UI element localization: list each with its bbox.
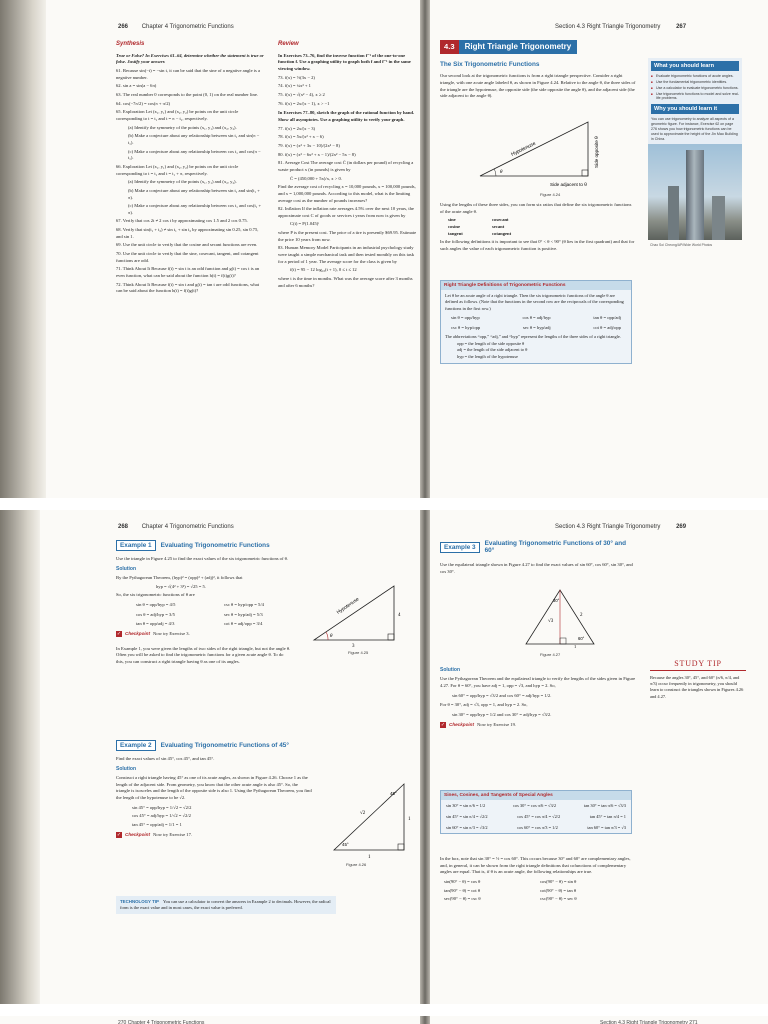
checkmark-icon: ✓ [116, 831, 122, 838]
abbreviation-note: The abbreviations “opp,” “adj,” and “hyp” represent the lengths of the three sides of a right triangle. [445, 334, 621, 340]
exercise-69: 69. Use the unit circle to verify that the cosine and secant functions are even. [116, 242, 258, 248]
page-266 [0, 0, 420, 498]
learn-item: ■ Evaluate trigonometric functions of acute angles. [651, 74, 739, 78]
checkpoint-label: Checkpoint [125, 630, 151, 636]
sine-name: sine [448, 217, 456, 223]
cos-60-entry: cos 60° = cos π/3 = 1/2 [517, 825, 558, 830]
page-number: 266 [118, 24, 129, 30]
sin-cos-30-line: sin 30° = opp/hyp = 1/2 and cos 30° = adj/hyp = √3/2. [452, 711, 552, 717]
study-tip [650, 658, 746, 700]
cofunction-identity: tan(90° − θ) = cot θ [444, 887, 481, 893]
exercise-73: 73. f(x) = ½(3x − 2) [278, 74, 315, 80]
sin-cos-60-line: sin 60° = opp/hyp = √3/2 and cos 60° = adj/hyp = 1/2. [452, 692, 552, 698]
special-angles-row-30 [441, 800, 631, 811]
review-prompt-73-76: In Exercises 73–76, find the inverse function f⁻¹ of the one-to-one function f. Use a graphing utility to graph both f and f⁻¹ in the same viewing window. [278, 52, 411, 71]
six-functions-heading: The Six Trigonometric Functions [440, 61, 540, 68]
sec-value: sec θ = hyp/adj = 5/3 [224, 611, 263, 617]
exercise-80: 80. f(x) = (x³ − 6x² + x − 1)/(2x² − 5x − 8) [278, 151, 356, 157]
photo-credit: Chao Soi Cheong/AP/Wide World Photos [650, 243, 713, 247]
checkpoint-text: Now try Exercise 17. [153, 831, 193, 837]
cotangent-name: cotangent [492, 230, 512, 236]
six-functions-column [440, 60, 636, 102]
angle-30: 30° [553, 598, 560, 603]
solution-heading: Solution [116, 565, 136, 572]
angle-45-top: 45° [390, 791, 397, 796]
section-title: Section 4.3 Right Triangle Trigonometry [555, 24, 661, 30]
sin-30-entry: sin 30° = sin π/6 = 1/2 [446, 803, 486, 808]
running-header-269 [555, 524, 698, 530]
cofunction-identity: cos(90° − θ) = sin θ [540, 878, 577, 884]
cos-value: cos θ = adj/hyp = 3/5 [136, 611, 175, 617]
exercise-62: 62. sin a = sin(a − 6π) [116, 83, 157, 89]
exercise-82-text: where P is the present cost. The price of a tire is presently $69.95. Estimate the price 10 years from now. [278, 230, 417, 242]
learn-item: ■ Use a calculator to evaluate trigonometric functions. [651, 86, 739, 90]
section-number: 4.3 [440, 40, 459, 54]
cofunction-identities [440, 879, 636, 903]
figure-4-25-caption: Figure 4.25 [348, 650, 369, 655]
checkpoint-2 [116, 832, 312, 839]
learn-sidebar [648, 58, 742, 145]
theta-label: θ [330, 634, 333, 639]
exercise-66: 66. Exploration Let (x₁, y₁) and (x₂, y₂) be points on the unit circle corresponding to t = t₁ and t = t₁ + π, respectively. [116, 163, 239, 176]
special-angles-heading: Sines, Cosines, and Tangents of Special Angles [441, 791, 631, 800]
angle-45-bottom: 45° [342, 842, 349, 847]
example-2-title: Evaluating Trigonometric Functions of 45° [160, 742, 289, 749]
figure-4-24 [470, 118, 620, 194]
tan-definition: tan θ = opp/adj [593, 315, 621, 321]
checkmark-icon: ✓ [440, 721, 446, 728]
review-column [278, 40, 418, 291]
example-2-solution: Construct a right triangle having 45° as one of its acute angles, as shown in Figure 4.26. Choose 1 as the length of the adjacent side. From geometry, you know that the other acute angle is also 45°. So, the triangle is isosceles and the length of the opposite side is also 1. Using the Pythagorean Theorem, you find the length of the hypotenuse to be √2. [116, 774, 312, 800]
angle-60: 60° [578, 636, 585, 641]
exercise-71: 71. Think About It Because f(t) = sin t is an odd function and g(t) = cos t is an even function, what can be said about the function h(t) = f(t)g(t)? [116, 266, 260, 279]
example-2-bar [116, 740, 289, 751]
section-title: Section 4.3 Right Triangle Trigonometry [555, 524, 661, 530]
building-shape [712, 196, 725, 240]
example-3-text: Use the equilateral triangle shown in Figure 4.27 to find the exact values of sin 60°, cos 60°, sin 30°, and cos 30°. [440, 562, 633, 574]
synthesis-column [116, 40, 264, 297]
example-3-intro [440, 562, 636, 577]
exercise-67: 67. Verify that cos 2t ≠ 2 cos t by approximating cos 1.5 and 2 cos 0.75. [116, 218, 248, 224]
example-1-text: Use the triangle in Figure 4.25 to find the exact values of the six trigonometric functions of θ. [116, 556, 289, 561]
exercise-64: 64. cos(−7π/2) = cos(π + π/2) [116, 100, 171, 106]
checkpoint-label: Checkpoint [125, 831, 151, 837]
exercise-63: 63. The real number 0 corresponds to the point (0, 1) on the real number line. [116, 91, 259, 97]
example-1-tag: Example 1 [116, 540, 156, 551]
example-3-tag: Example 3 [440, 542, 480, 553]
spread-270-271 [0, 1016, 768, 1024]
true-false-prompt: True or False? In Exercises 61–64, determine whether the statement is true or false. Justify your answer. [116, 52, 264, 65]
running-header-266 [118, 24, 234, 30]
cot-definition: cot θ = adj/opp [593, 324, 621, 330]
page-number: 269 [676, 524, 687, 530]
definitions-body [441, 290, 631, 363]
exercise-65b: (b) Make a conjecture about any relationship between sin t₁ and sin(π − t₁). [128, 133, 260, 145]
running-header-270: 270 Chapter 4 Trigonometric Functions [118, 1020, 205, 1024]
definitions-row-1 [445, 315, 627, 322]
cot-value: cot θ = adj/opp = 3/4 [224, 621, 263, 627]
definitions-row-2 [445, 325, 627, 332]
exercise-70: 70. Use the unit circle to verify that the sine, cosecant, tangent, and cotangent functions are odd. [116, 251, 259, 263]
study-tip-heading: STUDY TIP [650, 658, 746, 671]
cofunction-identity: sec(90° − θ) = csc θ [444, 896, 481, 902]
synthesis-heading: Synthesis [116, 41, 145, 47]
definitions-heading: Right Triangle Definitions of Trigonometric Functions [441, 281, 631, 290]
section-banner [440, 40, 628, 54]
example-3-solution-line: Use the Pythagorean Theorem and the equilateral triangle to verify the lengths of the sides given in Figure 4.27. For θ = 60°, you have adj = 1, opp = √3, and hyp = 2. So, [440, 676, 636, 688]
checkpoint-1 [116, 631, 292, 638]
sin-60-entry: sin 60° = sin π/3 = √3/2 [446, 825, 488, 830]
skyscraper-photo [648, 144, 742, 240]
example-1-hyp-value: hyp = √(4² + 3²) = √25 = 5. [156, 583, 206, 589]
example-3-title: Evaluating Trigonometric Functions of 30° and 60° [484, 540, 627, 555]
example-1-bar [116, 540, 270, 551]
sec-definition: sec θ = hyp/adj [522, 324, 551, 330]
example-1-solution-line: So, the six trigonometric functions of θ are [116, 592, 195, 598]
sin-definition: sin θ = opp/hyp [451, 315, 480, 321]
cos-30-entry: cos 30° = cos π/6 = √3/2 [513, 803, 557, 808]
side-root3: √3 [548, 619, 554, 624]
example-1-solution-line: By the Pythagorean Theorem, (hyp)² = (opp)² + (adj)², it follows that [116, 574, 243, 580]
example-3-solution-line: For θ = 30°, adj = √3, opp = 1, and hyp = 2. So, [440, 702, 528, 708]
ratio-intro: Using the lengths of these three sides, you can form six ratios that define the six trigonometric functions of the acute angle θ. [440, 202, 632, 214]
jin-mao-tower-shape [686, 150, 704, 240]
example-2-tag: Example 2 [116, 740, 156, 751]
ratio-name-grid [440, 217, 636, 237]
solution-heading: Solution [440, 667, 460, 673]
exercise-77: 77. f(x) = 2x/(x − 3) [278, 125, 316, 131]
exercise-66b: (b) Make a conjecture about any relationship between sin t₁ and sin(t₁ + π). [128, 187, 260, 200]
exercise-79: 79. f(x) = (x² + 3x − 10)/(2x² − 8) [278, 142, 340, 148]
running-header-267 [555, 24, 698, 30]
running-header-271: Section 4.3 Right Triangle Trigonometry 271 [600, 1020, 698, 1024]
exercise-83-text: where t is the time in months. What was the average score after 3 months and after 6 months? [278, 276, 413, 288]
figure-4-27 [520, 586, 600, 648]
example-3-solution [440, 664, 636, 731]
csc-value: csc θ = hyp/opp = 5/4 [224, 601, 264, 607]
cos-definition: cos θ = adj/hyp [522, 315, 551, 321]
checkmark-icon: ✓ [116, 631, 122, 638]
sin-value: sin θ = opp/hyp = 4/5 [136, 601, 176, 607]
hyp-meaning: hyp = the length of the hypotenuse [457, 353, 519, 359]
cos-45-value: cos 45° = adj/hyp = 1/√2 = √2/2 [132, 813, 191, 819]
tan-value: tan θ = opp/adj = 4/3 [136, 621, 175, 627]
adj-meaning: adj = the length of the side adjacent to θ [457, 347, 528, 353]
exercise-83-formula: f(t) = 95 − 12 log₁₀(t + 1), 0 ≤ t ≤ 12 [290, 267, 357, 273]
cofunction-identity: csc(90° − θ) = sec θ [540, 896, 577, 902]
spread-divider [0, 498, 768, 510]
special-angles-row-60 [441, 822, 631, 833]
cosine-name: cosine [448, 223, 460, 229]
exercise-82-formula: C(t) = P(1.045)ᵗ [290, 221, 320, 227]
sin-45-entry: sin 45° = sin π/4 = √2/2 [446, 814, 488, 819]
page-271 [430, 1016, 768, 1024]
example-1-title: Evaluating Trigonometric Functions [160, 542, 270, 549]
tan-45-entry: tan 45° = tan π/4 = 1 [589, 814, 626, 819]
learn-item: ■ Use trigonometric functions to model and solve real-life problems. [651, 92, 739, 100]
exercise-81-formula: C̄ = (450,000 + 5x)/x, x > 0. [290, 175, 342, 181]
opp-meaning: opp = the length of the side opposite θ [457, 340, 525, 346]
figure-4-24-caption: Figure 4.24 [540, 192, 561, 197]
example-2-text: Find the exact values of sin 45°, cos 45°, and tan 45°. [116, 756, 215, 761]
checkpoint-label: Checkpoint [449, 721, 475, 727]
figure-4-27-caption: Figure 4.27 [540, 652, 561, 657]
page-number: 267 [676, 24, 687, 30]
side-length-2: 2 [580, 613, 583, 618]
exercise-75: 75. f(x) = √(x² − 4), x ≥ 2 [278, 91, 325, 97]
learn-heading: What you should learn [651, 61, 739, 71]
exercise-66a: (a) Identify the symmetry of the points (x₁, y₁) and (x₂, y₂). [128, 179, 237, 185]
why-heading: Why you should learn it [651, 104, 739, 114]
ratio-column [440, 202, 636, 255]
definitions-text: Let θ be an acute angle of a right triangle. Then the six trigonometric functions of the angle θ are defined as follows. (Note that the functions in the second row are the reciprocals of the corresponding functions in the first row.) [445, 293, 624, 311]
cofunction-section [440, 856, 636, 903]
exercise-68: 68. Verify that sin(t₁ + t₂) ≠ sin t₁ + sin t₂ by approximating sin 0.25, sin 0.75, and sin 1. [116, 227, 259, 239]
study-tip-text: Because the angles 30°, 45°, and 60° (π/6, π/4, and π/3) occur frequently in trigonometry, you should learn to construct the triangles shown in Figures 4.26 and 4.27. [650, 674, 744, 699]
page-edge-shadow [0, 510, 40, 1004]
side-length-4: 4 [398, 613, 401, 618]
figure-4-26 [326, 780, 416, 860]
building-shape [668, 186, 679, 240]
theta-label: θ [500, 170, 503, 175]
solution-heading: Solution [116, 765, 136, 772]
exercise-66c: (c) Make a conjecture about any relationship between cos t₁ and cos(t₁ + π). [128, 203, 262, 215]
checkpoint-text: Now try Exercise 3. [153, 630, 190, 636]
learn-item: ■ Use the fundamental trigonometric identities. [651, 80, 739, 84]
exercise-82: 82. Inflation If the inflation rate averages 4.5% over the next 10 years, the approximate cost C of goods or services t years from now is given by [278, 206, 414, 218]
chapter-title: Chapter 4 Trigonometric Functions [141, 524, 234, 530]
tan-60-entry: tan 60° = tan π/3 = √3 [587, 825, 626, 830]
exercise-81-text: Find the average cost of recycling x = 10,000 pounds, x = 100,000 pounds, and x = 1,000,000 pounds. According to this model, what is the limiting average cost as the number of pounds increases? [278, 184, 416, 203]
definitions-box [440, 280, 632, 364]
special-angles-box [440, 790, 632, 834]
section-banner-title: Right Triangle Trigonometry [459, 40, 578, 54]
example-2-body [116, 756, 312, 841]
technology-tip-text: You can use a calculator to convert the answers in Example 2 to decimals. However, the radical form is the exact value and in most cases, the exact value is preferred. [120, 899, 331, 911]
cofunction-identity: cot(90° − θ) = tan θ [540, 887, 577, 893]
exercise-65a: (a) Identify the symmetry of the points (x₁, y₁) and (x₂, y₂). [128, 124, 237, 130]
secant-name: secant [492, 223, 505, 229]
side-length-1: 1 [408, 817, 411, 822]
side-adjacent-label: Side adjacent to θ [550, 182, 587, 187]
side-opposite-label: Side opposite θ [594, 136, 599, 168]
cos-45-entry: cos 45° = cos π/4 = √2/2 [517, 814, 561, 819]
review-heading: Review [278, 41, 299, 47]
csc-definition: csc θ = hyp/opp [451, 324, 481, 330]
six-functions-text: Our second look at the trigonometric functions is from a right triangle perspective. Consider a right triangle, with one acute angle labeled θ, as shown in Figure 4.24. Relative to the angle θ, the three sides of the triangle are the hypotenuse, the opposite side (the side opposite the angle θ), and the adjacent side (the side adjacent to the angle θ). [440, 73, 636, 99]
sin-45-value: sin 45° = opp/hyp = 1/√2 = √2/2 [132, 804, 192, 810]
side-length-3: 3 [352, 644, 355, 649]
hypotenuse-root2: √2 [360, 811, 366, 816]
example-1-body [116, 556, 292, 667]
definitions-intro: In the following definitions it is important to see that 0° < θ < 90° (θ lies in the first quadrant) and that for such angles the value of each trigonometric function is positive. [440, 239, 635, 251]
tan-45-value: tan 45° = opp/adj = 1/1 = 1 [132, 821, 182, 827]
checkpoint-3 [440, 722, 636, 729]
special-angles-row-45 [441, 811, 631, 822]
tan-30-entry: tan 30° = tan π/6 = √3/3 [583, 803, 626, 808]
hypotenuse-label: Hypotenuse [510, 140, 537, 158]
exercise-65c: (c) Make a conjecture about any relationship between cos t₁ and cos(π − t₁). [128, 148, 261, 161]
exercise-83: 83. Human Memory Model Participants in an industrial psychology study were taught a simple mechanical task and then tested monthly on this task for a period of 1 year. The average score for the class is given by [278, 245, 414, 264]
book-spine [420, 0, 430, 498]
review-prompt-77-80: In Exercises 77–80, sketch the graph of the rational function by hand. Show all asymptotes. Use a graphing utility to verify your graph. [278, 110, 415, 122]
book-spine [420, 510, 430, 1004]
tangent-name: tangent [448, 230, 463, 236]
figure-4-25 [308, 580, 408, 650]
cofunction-text: In the box, note that sin 30° = ½ = cos 60°. This occurs because 30° and 60° are complementary angles, and, in general, it can be shown from the right triangle definitions that cofunctions of complementary angles are equal. That is, if θ is an acute angle, the following relationships are true. [440, 856, 631, 875]
example-3-bar [440, 540, 635, 554]
example-1-values [116, 602, 292, 628]
technology-tip [116, 896, 336, 914]
technology-tip-label: TECHNOLOGY TIP [120, 899, 159, 904]
exercise-72: 72. Think About It Because f(t) = sin t and g(t) = tan t are odd functions, what can be said about the function h(t) = f(t)g(t)? [116, 281, 260, 294]
chapter-title: Chapter 4 Trigonometric Functions [141, 24, 234, 30]
exercise-74: 74. f(x) = ¼x³ + 1 [278, 83, 311, 89]
cofunction-identity: sin(90° − θ) = cos θ [444, 878, 481, 884]
checkpoint-text: Now try Exercise 19. [477, 721, 517, 727]
side-length-1: 1 [368, 855, 371, 860]
why-text: You can use trigonometry to analyze all aspects of a geometric figure. For instance, Exercise 62 on page 276 shows you how trigonometric functions can be used to approximate the height of the Jin Mao Building in China. [651, 117, 738, 142]
page-edge-shadow [0, 0, 46, 498]
page-269 [430, 510, 768, 1004]
between-examples-text: In Example 1, you were given the lengths of two sides of the right triangle, but not the angle θ. Often you will be asked to find the trigonometric functions for a given acute angle θ. To do this, you can construct a right triangle having θ as one of its angles. [116, 645, 291, 664]
side-length-1: 1 [574, 644, 577, 648]
spread-266-267 [0, 0, 768, 498]
exercise-78: 78. f(x) = 5x/(x² + x − 6) [278, 134, 324, 140]
running-header-268 [118, 524, 234, 530]
exercise-76: 76. f(x) = 2x/(x − 1), x > −1 [278, 100, 330, 106]
book-spine [420, 1016, 430, 1024]
page-270 [0, 1016, 420, 1024]
cosecant-name: cosecant [492, 217, 509, 223]
page-number: 268 [118, 524, 129, 530]
exercise-65: 65. Exploration Let (x₁, y₁) and (x₂, y₂) be points on the unit circle corresponding to t = t₁ and t = π − t₁, respectively. [116, 109, 239, 121]
hypotenuse-label: Hypotenuse [336, 597, 361, 616]
exercise-81: 81. Average Cost The average cost C̄ (in dollars per pound) of recycling a waste product x (in pounds) is given by [278, 160, 414, 172]
spread-divider [0, 1004, 768, 1016]
exercise-61: 61. Because sin(−t) = −sin t, it can be said that the sine of a negative angle is a negative number. [116, 68, 261, 80]
figure-4-26-caption: Figure 4.26 [346, 862, 367, 867]
